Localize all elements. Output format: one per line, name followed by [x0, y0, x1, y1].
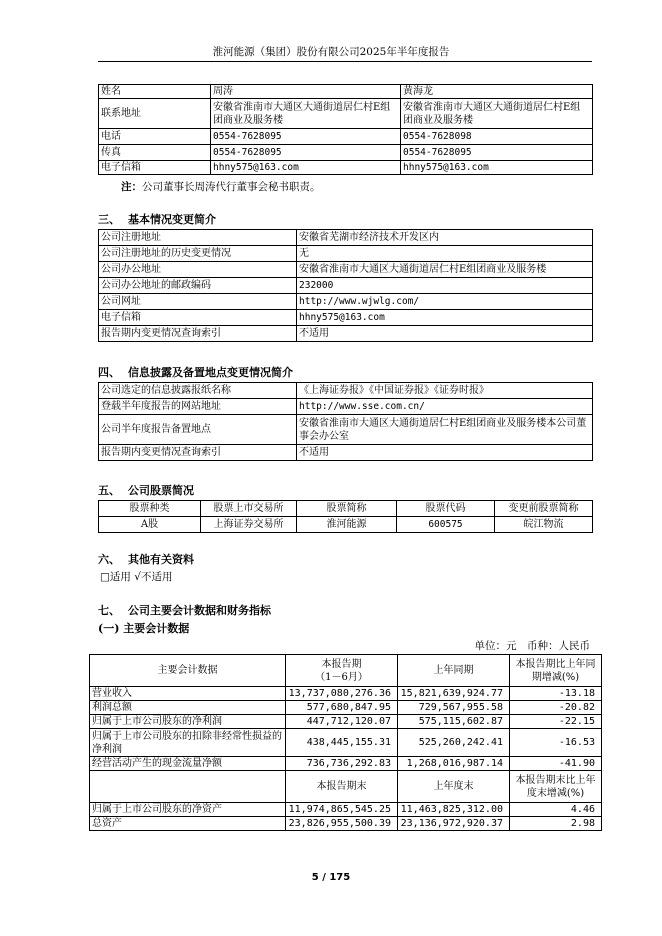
disclosure-table: [98, 382, 593, 461]
option-not-applicable: √不适用: [134, 571, 173, 583]
table-cell: 《上海证券报》《中国证券报》《证券时报》: [297, 383, 593, 399]
table-cell: 归属于上市公司股东的扣除非经常性损益的净利润: [90, 729, 286, 757]
section-heading: [98, 602, 271, 618]
table-header-cell: 上年同期: [398, 655, 510, 687]
contact-table: [98, 84, 593, 175]
applicability-options: [100, 569, 172, 584]
table-cell: 447,712,120.07: [286, 715, 398, 729]
table-cell: 报告期内变更情况查询索引: [99, 445, 297, 461]
table-cell: 729,567,955.58: [398, 701, 510, 715]
section-title: 基本情况变更简介: [128, 213, 216, 226]
table-cell: 525,260,242.41: [398, 729, 510, 757]
table-cell: 姓名: [99, 85, 211, 99]
table-cell: 11,463,825,312.00: [398, 803, 510, 817]
table-cell: 0554-7628095: [401, 145, 593, 161]
table-header-cell: 股票上市交易所: [201, 501, 297, 517]
table-cell: 1,268,016,987.14: [398, 757, 510, 771]
table-cell: 联系地址: [99, 99, 211, 129]
table-cell: 无: [297, 246, 593, 262]
table-cell: 皖江物流: [495, 517, 593, 533]
table-header-cell: 本报告期末: [286, 771, 398, 803]
table-cell: 安徽省淮南市大通区大通街道居仁村E组团商业及服务楼本公司董事会办公室: [297, 415, 593, 445]
table-header-cell: 变更前股票简称: [495, 501, 593, 517]
section-title: 公司股票简况: [128, 484, 194, 497]
table-cell: 电子信箱: [99, 161, 211, 175]
note-text: 公司董事长周涛代行董事会秘书职责。: [142, 181, 321, 193]
note-label: 注：: [121, 181, 142, 193]
table-cell: 438,445,155.31: [286, 729, 398, 757]
table-cell: 安徽省淮南市大通区大通街道居仁村E组团商业及服务楼: [211, 99, 401, 129]
header-divider: [98, 61, 592, 62]
table-cell: 577,680,847.95: [286, 701, 398, 715]
table-cell: 公司选定的信息披露报纸名称: [99, 383, 297, 399]
section-heading: [98, 211, 216, 227]
section-heading: [98, 364, 293, 380]
option-applicable: □适用: [100, 571, 131, 583]
section-title: 其他有关资料: [128, 553, 194, 566]
page-header: 淮河能源（集团）股份有限公司2025年半年度报告: [212, 46, 450, 58]
table-cell: 登载半年度报告的网站地址: [99, 399, 297, 415]
table-cell: 不适用: [297, 445, 593, 461]
table-cell: -13.18: [510, 687, 602, 701]
table-header-cell: 股票种类: [99, 501, 201, 517]
table-header-cell: 上年度末: [398, 771, 510, 803]
table-cell: hhny575@163.com: [401, 161, 593, 175]
table-cell: 0554-7628095: [211, 129, 401, 145]
section-title: 公司主要会计数据和财务指标: [128, 604, 271, 617]
table-cell: 0554-7628095: [211, 145, 401, 161]
table-cell: 报告期内变更情况查询索引: [99, 326, 297, 342]
page-number: 5 / 175: [311, 872, 351, 883]
stock-table: [98, 500, 593, 533]
table-cell: 传真: [99, 145, 211, 161]
table-header-cell: 本报告期末比上年度末增减(%): [510, 771, 602, 803]
table-cell: 安徽省淮南市大通区大通街道居仁村E组团商业及服务楼: [401, 99, 593, 129]
table-cell: 600575: [397, 517, 495, 533]
unit-label: 单位：元 币种：人民币: [474, 640, 590, 652]
table-cell: 575,115,602.87: [398, 715, 510, 729]
table-cell: 13,737,080,276.36: [286, 687, 398, 701]
section-heading: [98, 551, 194, 567]
table-cell: 23,136,972,920.37: [398, 817, 510, 831]
table-header-cell: 本报告期比上年同期增减(%): [510, 655, 602, 687]
section-number: 三、: [98, 213, 120, 226]
section-heading: [98, 482, 194, 498]
table-cell: 安徽省淮南市大通区大通街道居仁村E组团商业及服务楼: [297, 262, 593, 278]
table-cell: 232000: [297, 278, 593, 294]
subsection-heading: (一) 主要会计数据: [98, 622, 190, 635]
table-cell: 公司注册地址: [99, 230, 297, 246]
table-cell: 淮河能源: [297, 517, 397, 533]
table-cell: 23,826,955,500.39: [286, 817, 398, 831]
table-cell: 归属于上市公司股东的净利润: [90, 715, 286, 729]
table-cell: 总资产: [90, 817, 286, 831]
table-cell: 营业收入: [90, 687, 286, 701]
table-cell: 电话: [99, 129, 211, 145]
table-cell: http://www.wjwlg.com/: [297, 294, 593, 310]
table-cell: -20.82: [510, 701, 602, 715]
table-cell: -41.90: [510, 757, 602, 771]
contact-note: [121, 179, 321, 194]
table-cell: 电子信箱: [99, 310, 297, 326]
table-cell: 736,736,292.83: [286, 757, 398, 771]
basic-info-table: [98, 229, 593, 342]
table-cell: 2.98: [510, 817, 602, 831]
table-cell: 不适用: [297, 326, 593, 342]
table-cell: -16.53: [510, 729, 602, 757]
table-cell: 归属于上市公司股东的净资产: [90, 803, 286, 817]
table-cell: 0554-7628098: [401, 129, 593, 145]
table-header-cell: 主要会计数据: [90, 655, 286, 687]
section-number: 七、: [98, 604, 120, 617]
table-cell: 公司办公地址的邮政编码: [99, 278, 297, 294]
section-number: 六、: [98, 553, 120, 566]
table-cell: 上海证券交易所: [201, 517, 297, 533]
table-cell: 黄海龙: [401, 85, 593, 99]
table-cell: 周涛: [211, 85, 401, 99]
table-cell: 公司办公地址: [99, 262, 297, 278]
section-number: 五、: [98, 484, 120, 497]
table-cell: A股: [99, 517, 201, 533]
table-cell: 公司网址: [99, 294, 297, 310]
section-number: 四、: [98, 366, 120, 379]
table-cell: 4.46: [510, 803, 602, 817]
accounting-data-table: [89, 654, 602, 831]
table-cell: 公司半年度报告备置地点: [99, 415, 297, 445]
table-cell: hhny575@163.com: [297, 310, 593, 326]
table-cell: -22.15: [510, 715, 602, 729]
table-cell: 利润总额: [90, 701, 286, 715]
section-title: 信息披露及备置地点变更情况简介: [128, 366, 293, 379]
table-cell: http://www.sse.com.cn/: [297, 399, 593, 415]
table-header-cell: 股票简称: [297, 501, 397, 517]
table-cell: 11,974,865,545.25: [286, 803, 398, 817]
table-cell: hhny575@163.com: [211, 161, 401, 175]
table-header-cell: 股票代码: [397, 501, 495, 517]
table-cell: 公司注册地址的历史变更情况: [99, 246, 297, 262]
table-cell: 安徽省芜湖市经济技术开发区内: [297, 230, 593, 246]
table-header-cell: 本报告期 （1－6月）: [286, 655, 398, 687]
table-cell: 经营活动产生的现金流量净额: [90, 757, 286, 771]
table-cell: 15,821,639,924.77: [398, 687, 510, 701]
table-header-cell: [90, 771, 286, 803]
